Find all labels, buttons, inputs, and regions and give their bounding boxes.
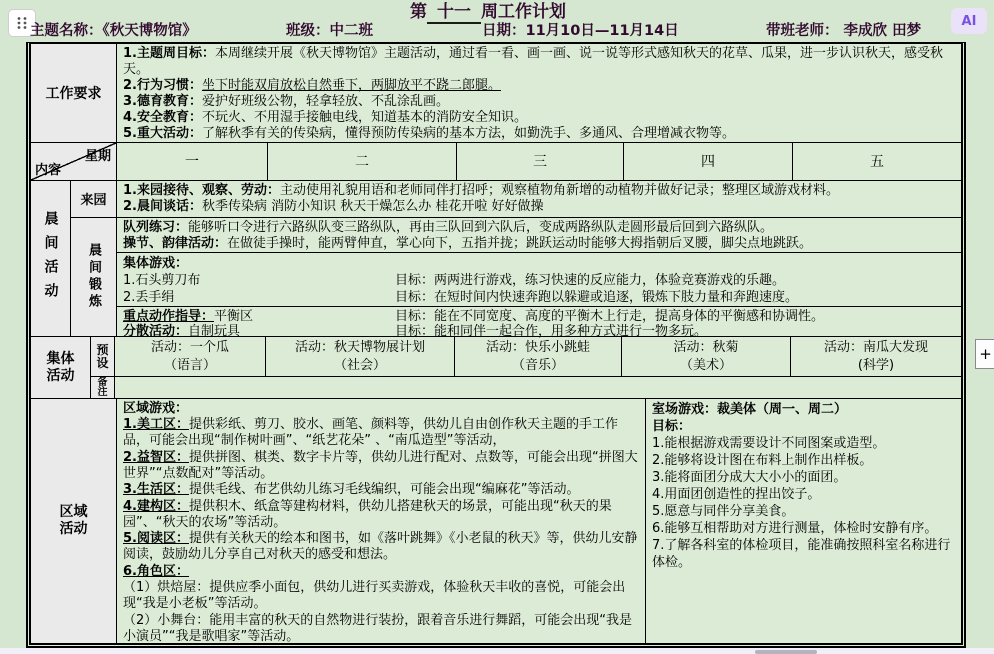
day-tuesday: 二: [268, 143, 457, 180]
day-wednesday: 三: [457, 143, 624, 180]
collective-activities-label: 集体活动: [31, 337, 91, 397]
drill-cell: [117, 218, 961, 252]
region-item: 4.建构区：提供积木、纸盒等建构材料，供幼儿搭建秋天的场景，可能出现“秋天的果园”、“秋天的农场”等活动。: [123, 498, 612, 530]
date-range: 日期：11月10日—11月14日: [482, 23, 679, 39]
requirement-item: 4.安全教育：不玩火、不用湿手接触电线，知道基本的消防安全知识。: [123, 110, 527, 125]
morning-exercise-label: 晨间锻炼: [71, 218, 117, 337]
corner-content-label: 内容: [35, 162, 62, 178]
notes-content: [115, 377, 961, 397]
indoor-games-title: 室场游戏：裁美体（周一、周二）: [651, 401, 847, 417]
arrival-item: 2.晨间谈话：秋季传染病 消防小知识 秋天干燥怎么办 桂花开啦 好好做操: [123, 199, 544, 215]
arrival-label: 来园: [71, 181, 117, 217]
region-games-content: [117, 399, 646, 643]
focus-row: 重点动作指导：平衡区 目标：能在不同宽度、高度的平衡木上行走，提高身体的平衡感和协调性。: [123, 309, 957, 324]
group-game-row: [123, 272, 957, 289]
region-games-title: 区域游戏：: [123, 400, 189, 416]
scrollbar-thumb[interactable]: [755, 650, 817, 654]
indoor-games-goal-label: 目标：: [651, 418, 691, 434]
theme-name: 主题名称：《秋天博物馆》: [30, 23, 197, 39]
morning-activities-label: 晨间活动: [31, 181, 71, 337]
game-goal: 目标：在短时间内快速奔跑以躲避或追逐，锻炼下肢力量和奔跑速度。: [395, 289, 799, 305]
weekly-plan-table: [26, 42, 966, 648]
title-suffix: 周工作计划: [481, 2, 566, 22]
corner-cell: [31, 143, 117, 180]
title-week-number: 十一: [427, 2, 481, 24]
drill-item: 操节、韵律活动：在做徒手操时，能两臂伸直，掌心向下，五指并拢；跳跃运动时能够大拇指朝后叉腰，脚尖点地跳跃。: [123, 235, 813, 251]
drag-dots-icon: [16, 16, 28, 30]
activity-thursday: 活动：秋菊 （美术）: [622, 337, 791, 376]
work-requirements-label: 工作要求: [31, 44, 117, 142]
day-thursday: 四: [624, 143, 793, 180]
ai-assistant-button[interactable]: AI: [951, 8, 987, 34]
region-item: 1.美工区：提供彩纸、剪刀、胶水、画笔、颜料等，供幼儿自由创作秋天主题的手工作品，可能会出现“制作树叶画”、“纸艺花朵” 、“南瓜造型”等活动，: [123, 417, 618, 449]
focus-row: 分散活动：自制玩具 目标：能和同伴一起合作，用多种方式进行一物多玩。: [123, 324, 957, 339]
preset-subrow: [91, 337, 961, 377]
region-activities-row: [31, 399, 961, 643]
work-requirements-content: [117, 44, 961, 142]
region-item: 2.益智区：提供拼图、棋类、数字卡片等，供幼儿进行配对、点数等，可能会出现“拼图大世界”“点数配对”等活动。: [123, 449, 638, 481]
region-item: 6.角色区：: [123, 563, 189, 579]
morning-activities-row: [31, 181, 961, 338]
activity-friday: 活动：南瓜大发现 (科学): [823, 339, 928, 373]
collective-activities-row: [31, 337, 961, 398]
requirement-item: 1.主题周目标：本周继续开展《秋天博物馆》主题活动，通过看一看、画一画、说一说等形式感知秋天的花草、瓜果，进一步认识秋天，感受秋天。: [123, 46, 943, 77]
corner-week-label: 星期: [84, 149, 111, 165]
game-name: 1.石头剪刀布: [123, 272, 201, 288]
weekday-header-row: [31, 143, 961, 181]
region-item: （2）小舞台：能用丰富的秋天的自然物进行装扮，跟着音乐进行舞蹈，可能会出现“我是小演员”“我是歌唱家”等活动。: [123, 612, 633, 644]
game-goal: 目标：两两进行游戏，练习快速的反应能力，体验竞赛游戏的乐趣。: [395, 272, 786, 288]
title-prefix: 第: [410, 2, 427, 22]
group-game-row: [123, 289, 957, 306]
requirement-item: 2.行为习惯：坐下时能双肩放松自然垂下，两脚放平不跷二郎腿。: [123, 78, 501, 93]
teachers: 带班老师： 李成欣 田梦: [766, 23, 922, 39]
drill-item: 队列练习：能够听口令进行六路纵队变三路纵队，再由三队回到六队后，变成两路纵队走圆形最后回到六路纵队。: [123, 219, 774, 235]
day-friday: 五: [870, 154, 884, 171]
indoor-goal-item: 6.能够互相帮助对方进行测量，体检时安静有序。: [651, 520, 938, 536]
activity-tuesday: 活动：秋天博物展计划 （社会）: [266, 337, 455, 376]
region-activities-label: 区域活动: [31, 399, 117, 643]
arrival-item: 1.来园接待、观察、劳动：主动使用礼貌用语和老师同伴打招呼；观察植物角新增的动植物并做好记录；整理区域游戏材料。: [123, 182, 839, 198]
activity-wednesday: 活动：快乐小跳蛙 （音乐）: [455, 337, 622, 376]
add-row-button[interactable]: +: [975, 339, 994, 369]
game-name: 2.丢手绢: [123, 289, 175, 305]
arrival-content: [117, 181, 961, 217]
work-requirements-row: [31, 44, 961, 143]
preset-label: 预设: [91, 337, 115, 376]
class-name: 班级：中二班: [286, 23, 373, 39]
notes-subrow: [91, 377, 961, 397]
arrival-subrow: [71, 181, 961, 218]
requirement-item: 3.德育教育：爱护好班级公物，轻拿轻放、不乱涂乱画。: [123, 94, 449, 109]
group-games-cell: [117, 252, 961, 306]
requirement-item: 5.重大活动：了解秋季有关的传染病，懂得预防传染病的基本方法，如勤洗手、多通风、合理增减衣物等。: [123, 126, 735, 141]
indoor-games-content: [646, 399, 961, 643]
focus-goal: 目标：能和同伴一起合作，用多种方式进行一物多玩。: [395, 323, 708, 339]
notes-label: 备注: [91, 377, 115, 397]
indoor-goal-item: 3.能将面团分成大大小小的面团。: [651, 469, 847, 485]
indoor-goal-item: 2.能够将设计图在布料上制作出样板。: [651, 452, 873, 468]
group-games-title: 集体游戏：: [123, 255, 189, 271]
focus-guidance-cell: [117, 306, 961, 337]
region-item: （1）烘焙屋：提供应季小面包，供幼儿进行买卖游戏，体验秋天丰收的喜悦，可能会出现“我是小老板”等活动。: [123, 580, 626, 612]
exercise-subrow: [71, 218, 961, 337]
indoor-goal-item: 5.愿意与同伴分享美食。: [651, 503, 795, 519]
focus-goal: 目标：能在不同宽度、高度的平衡木上行走，提高身体的平衡感和协调性。: [395, 308, 825, 324]
region-item: 5.阅读区：提供有关秋天的绘本和图书，如《落叶跳舞》《小老鼠的秋天》等，供幼儿安静阅读，鼓励幼儿分享自己对秋天的感受和想法。: [123, 531, 638, 563]
activity-monday: 活动：一个瓜 （语言）: [115, 337, 266, 376]
day-monday: 一: [117, 143, 268, 180]
indoor-goal-item: 1.能根据游戏需要设计不同图案或造型。: [651, 435, 886, 451]
horizontal-scrollbar[interactable]: [0, 648, 994, 654]
indoor-goal-item: 7.了解各科室的体检项目，能准确按照科室名称进行体检。: [651, 537, 951, 570]
region-item: 3.生活区：提供毛线、布艺供幼儿练习毛线编织，可能会出现“编麻花”等活动。: [123, 482, 580, 498]
indoor-goal-item: 4.用面团创造性的捏出饺子。: [651, 486, 821, 502]
